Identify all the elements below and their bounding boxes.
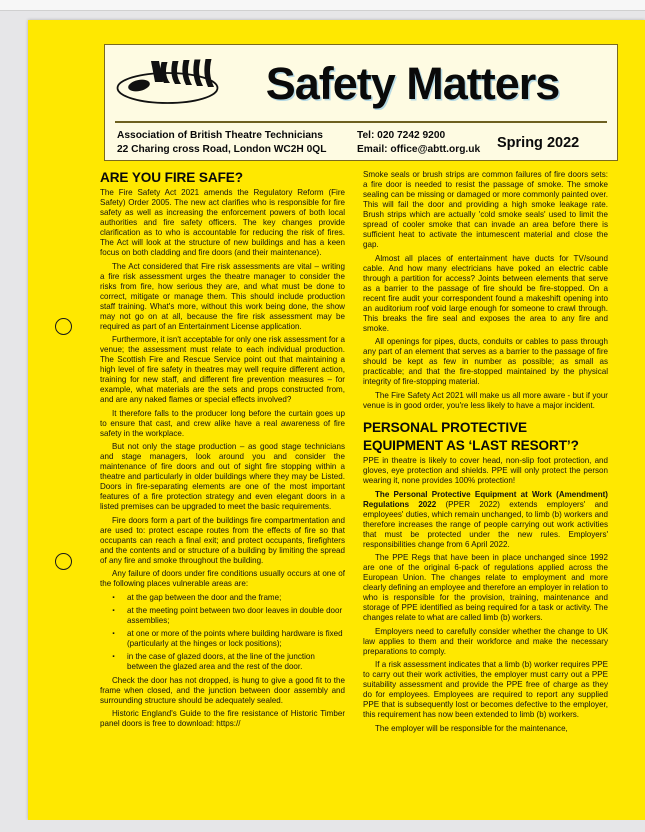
paragraph: PPE in theatre is likely to cover head, non-slip foot protection, and gloves, eye protection and shields. PPE will only protect the person wearing it, none provides 100% protection! [363,456,608,486]
paragraph: The Fire Safety Act 2021 will make us all more aware - but if your venue is in good order, you're less likely to have a major incident. [363,390,608,410]
paragraph: Historic England's Guide to the fire resistance of Historic Timber panel doors is free to download: https:// [100,709,345,729]
paragraph: All openings for pipes, ducts, conduits or cables to pass through any part of an element that serves as a barrier to the passage of fire should be kept as few in number as possible; as small as practicable; and that the fire-stopped maintained by the physical integrity of fire-stopping material. [363,337,608,387]
list-item: · at the meeting point between two door leaves in double door assemblies; [110,606,345,626]
contact-email[interactable]: Email: office@abtt.org.uk [357,143,481,155]
contact-block [357,129,497,155]
paragraph: Employers need to carefully consider whether the change to UK law applies to them and their workforce and make the necessary preparations to comply. [363,626,608,656]
paragraph: Almost all places of entertainment have ducts for TV/sound cable. And how many electricians have poked an electric cable through a partition for access? Joints between elements that serve as a barrier to the passage of fire should be fire-stopped. On a recent fire audit your correspondent found a makeshift opening into an auditorium roof void large enough for someone to crawl through. This breaks the fire seal and exposes the area to any fire and smoke. [363,253,608,333]
paragraph: Smoke seals or brush strips are common failures of fire doors sets: a fire door is needed to resist the passage of smoke. The smoke sealing can be missing or damaged or more commonly painted over. This will fail the door and providing a high smoke leakage rate. Brush strips which are actually 'cold smoke seals' used to limit the spread of cooler smoke that can invade an area before there is sufficient heat to activate the intumescent material and close the gap. [363,170,608,250]
left-column-heading: ARE YOU FIRE SAFE? [100,170,243,185]
organisation-address: 22 Charing cross Road, London WC2H 0QL [117,143,327,155]
regulation-name: The Personal Protective Equipment at Work (Amendment) Regulations 2022 [363,489,608,509]
masthead-divider [115,121,607,123]
regulation-detail: (PPER 2022) extends employers' and employees' duties, which remain unchanged, to limb (b) workers and therefore increases the range of people carrying out work activities that must be protected under the new rules. Employers' responsibilities change from 6 April 2022. [363,499,608,549]
paragraph: It therefore falls to the producer long before the curtain goes up to ensure that cast, and crew alike have a real awareness of fire safety in the workplace. [100,408,345,438]
organisation-block [117,129,357,155]
window-top-strip [0,0,645,11]
contact-tel: Tel: 020 7242 9200 [357,130,446,142]
paragraph: Check the door has not dropped, is hung to give a good fit to the frame when closed, and the junction between door assembly and surrounding structure should be adequately sealed. [100,675,345,705]
window-bottom-strip [0,820,645,832]
paragraph: If a risk assessment indicates that a limb (b) worker requires PPE to carry out their work activities, the employer must carry out a PPE suitability assessment and provide the PPE free of charge as they do for employees. Employees are required to report any supplied PPE that is subsequently lost or becomes defective to the employer, this requirement has now been extended to limb (b) workers. [363,660,608,720]
masthead-top-row [105,45,617,121]
list-item: · at the gap between the door and the frame; [110,593,345,603]
abtt-lighting-logo-icon [115,57,220,109]
masthead [104,44,618,161]
paragraph: But not only the stage production – as good stage technicians and stage managers, look around you and consider the maintenance of fire doors and out of sight fire stopping within a theatre and particularly in older buildings where they may be Listed. Doors in fire-separating elements are one of the most important features of a fire protection strategy and even elegant doors in a listed premises can be upgraded to meet the basic requirements. [100,442,345,512]
newsletter-page [28,20,645,820]
paragraph: The Act considered that Fire risk assessments are vital – writing a fire risk assessment urges the theatre manager to consider the risks from fire, how serious they are, and what must be done to correct, mitigate or manage them. This should include production staff training. What's more, without this work being done, the show may not go on at all, because the fire risk assessment may be required as part of an Entertainment License application. [100,261,345,331]
paragraph: The PPE Regs that have been in place unchanged since 1992 are one of the original 6-pack of regulations applied across the European Union. The changes relate to employment and more clearly defining an employee and therefore an employer in relation to who is responsible for the provision, training, maintenance and storage of PPE identified as being required for a task or activity. The changes relate to what are called limb (b) workers. [363,553,608,623]
list-item: · in the case of glazed doors, at the line of the junction between the glazed area and the rest of the door. [110,652,345,672]
list-item: · at one or more of the points where building hardware is fixed (particularly at the hinges or lock positions); [110,629,345,649]
organisation-name: Association of British Theatre Technicians [117,130,323,142]
vulnerable-areas-list [100,593,345,673]
paragraph-ppe-regulations [363,490,608,550]
page-title: Safety Matters [265,57,560,109]
paragraph: The employer will be responsible for the maintenance, [375,723,568,733]
issue-date: Spring 2022 [497,134,580,151]
right-column-heading-line1: PERSONAL PROTECTIVE [363,419,528,435]
left-column [100,170,345,820]
paragraph: The Fire Safety Act 2021 amends the Regulatory Reform (Fire Safety) Order 2005. The new act clarifies who is responsible for fire safety as well as increasing the enforcement powers of both local authorities and fire safety officers. The key changes provide clarification as to who is accountable for reducing the risk of fires. The Act will look at the structure of new buildings and has a keen focus on both cladding and fire doors (and their maintenance). [100,188,345,258]
article-columns [100,170,620,820]
binder-hole-upper [55,318,72,335]
right-column [363,170,608,820]
paragraph: Fire doors form a part of the buildings fire compartmentation and are used to: protect escape routes from the effects of fire so that occupants can reach a final exit; and protect occupants, firefighters and the contents and or structure of a building by limiting the spread of any fire and smoke throughout the building. [100,515,345,565]
binder-hole-lower [55,553,72,570]
paragraph: Any failure of doors under fire conditions usually occurs at one of the following places vulnerable areas are: [100,569,345,589]
masthead-bottom-row [105,125,617,160]
right-column-heading-line2: EQUIPMENT AS ‘LAST RESORT’? [363,437,579,453]
paragraph: Furthermore, it isn't acceptable for only one risk assessment for a venue; the assessment must relate to each individual production. The Scottish Fire and Rescue Service point out that maintaining a high level of fire safety in theatres may well require different action, training for new staff, and different fire prevention measures – for example, what materials are the sets and props constructed from, and are any naked flames or special effects involved? [100,335,345,405]
